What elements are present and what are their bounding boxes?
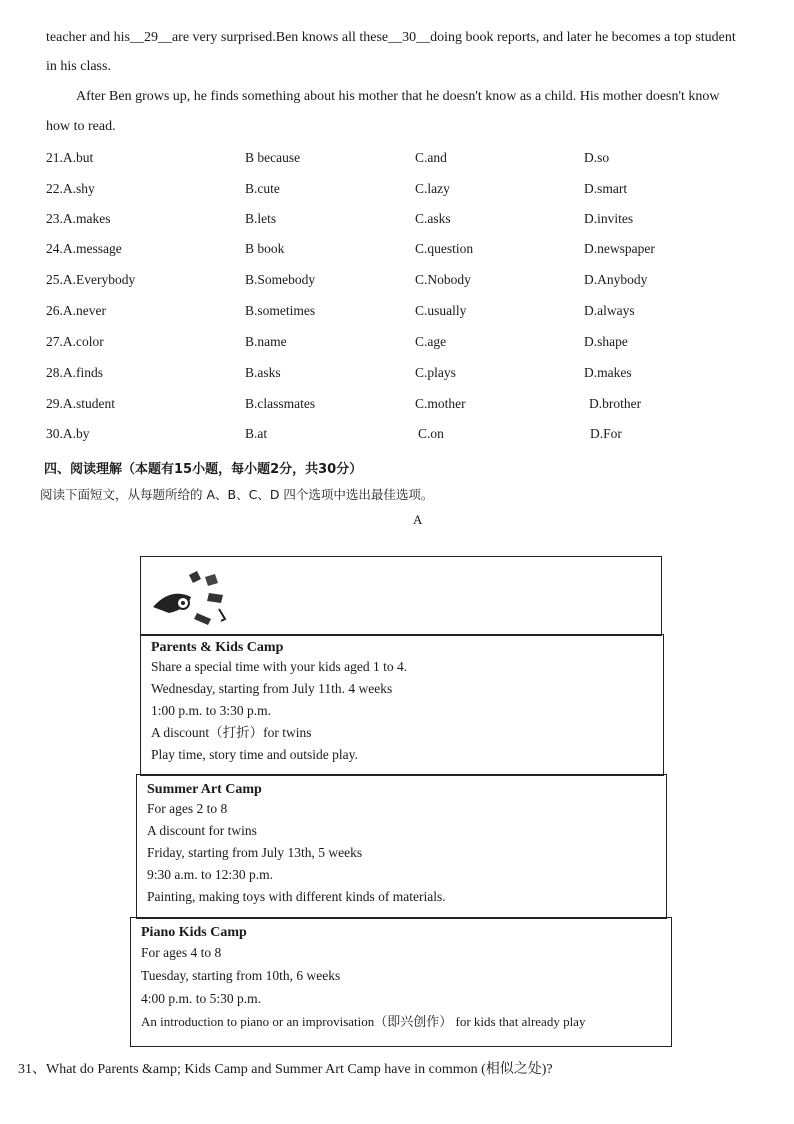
option-23-d: D.invites xyxy=(584,211,634,226)
option-27-a: 27.A.color xyxy=(46,334,104,349)
option-29-b: B.classmates xyxy=(245,396,316,411)
option-25-b: B.Somebody xyxy=(245,272,316,287)
option-23-a: 23.A.makes xyxy=(46,211,111,226)
camp-title: Parents & Kids Camp xyxy=(151,640,284,655)
option-30-c: C.on xyxy=(418,426,444,441)
option-22-b: B.cute xyxy=(245,181,280,196)
option-25-d: D.Anybody xyxy=(584,272,648,287)
camp-detail: A discount for twins xyxy=(147,823,257,838)
camp-logo-icon xyxy=(147,563,237,627)
option-30-d: D.For xyxy=(590,426,622,441)
option-26-c: C.usually xyxy=(415,303,467,318)
camp-title: Summer Art Camp xyxy=(147,782,262,797)
poster-header xyxy=(140,556,662,636)
camp-detail: For ages 2 to 8 xyxy=(147,801,228,816)
camp-detail: Friday, starting from July 13th, 5 weeks xyxy=(147,845,363,860)
camp-title: Piano Kids Camp xyxy=(141,925,247,940)
option-25-a: 25.A.Everybody xyxy=(46,272,136,287)
option-21-b: B because xyxy=(245,150,301,165)
option-26-d: D.always xyxy=(584,303,635,318)
option-27-d: D.shape xyxy=(584,334,628,349)
option-26-b: B.sometimes xyxy=(245,303,316,318)
camp-detail: Painting, making toys with different kinds of materials. xyxy=(147,889,446,904)
option-30-b: B.at xyxy=(245,426,268,441)
question-31: 31、What do Parents &amp; Kids Camp and Summer Art Camp have in common (相似之处)? xyxy=(18,1062,553,1077)
option-28-b: B.asks xyxy=(245,365,281,380)
camp-detail: 1:00 p.m. to 3:30 p.m. xyxy=(151,703,272,718)
option-24-c: C.question xyxy=(415,241,474,256)
option-27-b: B.name xyxy=(245,334,287,349)
option-28-d: D.makes xyxy=(584,365,632,380)
section-instruction: 阅读下面短文，从每题所给的 A、B、C、D 四个选项中选出最佳选项。 xyxy=(40,487,434,502)
option-22-a: 22.A.shy xyxy=(46,181,95,196)
camp-detail: An introduction to piano or an improvisation（即兴创作） for kids that already play xyxy=(141,1014,586,1029)
passage-line-4: how to read. xyxy=(46,119,116,134)
option-21-a: 21.A.but xyxy=(46,150,94,165)
camp-parents-kids xyxy=(140,634,664,776)
option-21-c: C.and xyxy=(415,150,447,165)
section-heading: 四、阅读理解（本题有15小题，每小题2分，共30分） xyxy=(44,462,363,477)
camp-detail: Play time, story time and outside play. xyxy=(151,747,358,762)
camp-detail: Tuesday, starting from 10th, 6 weeks xyxy=(141,968,341,983)
camp-piano-kids xyxy=(130,917,672,1047)
option-21-d: D.so xyxy=(584,150,610,165)
passage-line-2: in his class. xyxy=(46,59,111,74)
option-29-c: C.mother xyxy=(415,396,466,411)
option-24-a: 24.A.message xyxy=(46,241,122,256)
option-27-c: C.age xyxy=(415,334,447,349)
camp-detail: 9:30 a.m. to 12:30 p.m. xyxy=(147,867,273,882)
option-23-c: C.asks xyxy=(415,211,451,226)
option-30-a: 30.A.by xyxy=(46,426,90,441)
option-29-d: D.brother xyxy=(589,396,642,411)
option-28-c: C.plays xyxy=(415,365,456,380)
passage-line-1: teacher and his__29__are very surprised.Ben knows all these__30__doing book reports, and later he becomes a top student xyxy=(46,30,736,45)
camp-summer-art xyxy=(136,774,667,919)
camp-detail: A discount（打折）for twins xyxy=(151,725,312,740)
camp-detail: Share a special time with your kids aged 1 to 4. xyxy=(151,659,408,674)
option-24-b: B book xyxy=(245,241,285,256)
passage-label: A xyxy=(413,512,423,527)
option-22-d: D.smart xyxy=(584,181,628,196)
option-26-a: 26.A.never xyxy=(46,303,106,318)
option-28-a: 28.A.finds xyxy=(46,365,103,380)
camp-detail: Wednesday, starting from July 11th. 4 weeks xyxy=(151,681,393,696)
camp-detail: For ages 4 to 8 xyxy=(141,945,222,960)
option-22-c: C.lazy xyxy=(415,181,450,196)
option-29-a: 29.A.student xyxy=(46,396,115,411)
option-24-d: D.newspaper xyxy=(584,241,655,256)
passage-line-3: After Ben grows up, he finds something about his mother that he doesn't know as a child. His mother doesn't know xyxy=(76,89,720,104)
option-25-c: C.Nobody xyxy=(415,272,471,287)
camp-detail: 4:00 p.m. to 5:30 p.m. xyxy=(141,991,262,1006)
option-23-b: B.lets xyxy=(245,211,277,226)
